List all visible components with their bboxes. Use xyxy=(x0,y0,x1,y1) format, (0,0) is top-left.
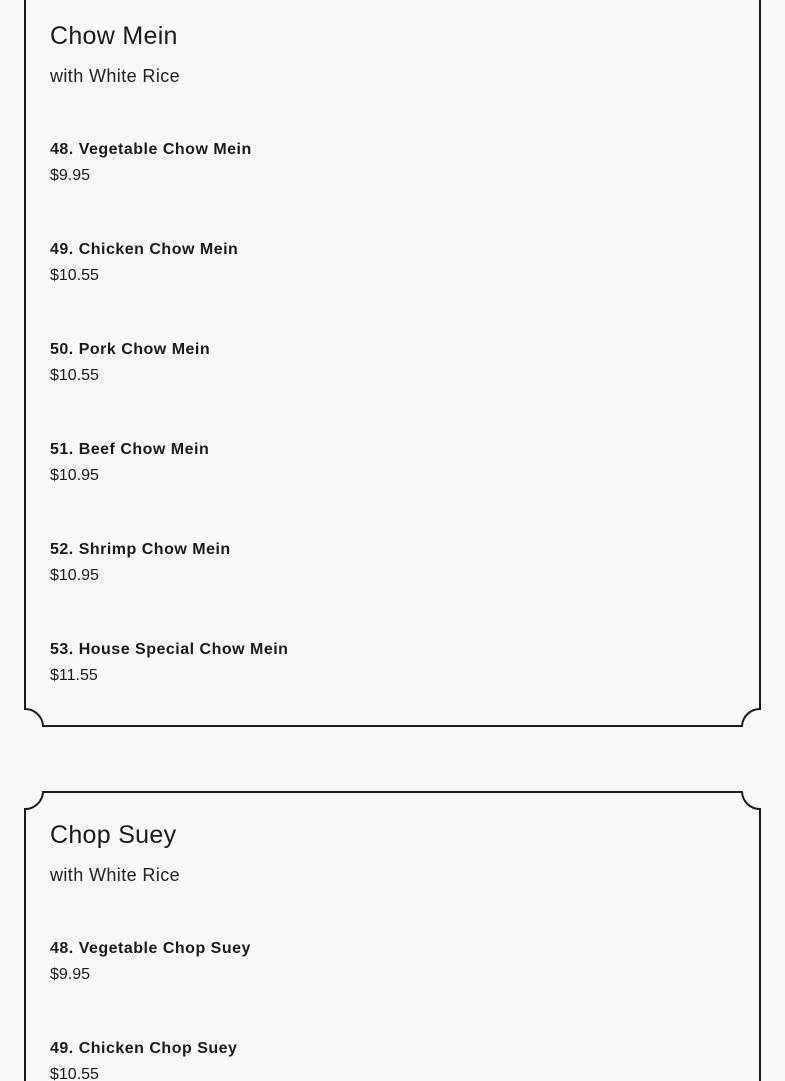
item-name: 52. Shrimp Chow Mein xyxy=(50,541,231,558)
item-price: $10.95 xyxy=(50,567,99,584)
menu-item[interactable] xyxy=(50,140,252,186)
menu-item[interactable] xyxy=(50,440,209,486)
item-price: $10.55 xyxy=(50,267,99,284)
item-price: $11.55 xyxy=(50,667,98,684)
item-price: $9.95 xyxy=(50,966,91,983)
item-name: 48. Vegetable Chop Suey xyxy=(50,940,251,957)
menu-section-chop-suey xyxy=(24,791,761,1081)
item-name: 49. Chicken Chop Suey xyxy=(50,1040,238,1057)
item-name: 50. Pork Chow Mein xyxy=(50,341,211,358)
menu-item[interactable] xyxy=(50,640,288,686)
item-price: $10.95 xyxy=(50,467,99,484)
menu-section-chow-mein xyxy=(24,0,761,727)
section-title: Chow Mein xyxy=(50,22,178,50)
menu-item[interactable] xyxy=(50,540,231,586)
item-price: $9.95 xyxy=(50,167,91,184)
item-name: 48. Vegetable Chow Mein xyxy=(50,141,252,158)
section-title: Chop Suey xyxy=(50,821,177,849)
menu-item[interactable] xyxy=(50,1039,237,1081)
item-name: 51. Beef Chow Mein xyxy=(50,441,210,458)
menu-item[interactable] xyxy=(50,340,210,386)
menu-item[interactable] xyxy=(50,240,238,286)
item-name: 49. Chicken Chow Mein xyxy=(50,241,239,258)
section-subtitle: with White Rice xyxy=(50,66,181,86)
section-subtitle: with White Rice xyxy=(50,865,181,885)
item-name: 53. House Special Chow Mein xyxy=(50,641,289,658)
menu-item[interactable] xyxy=(50,939,251,985)
item-price: $10.55 xyxy=(50,367,99,384)
item-price: $10.55 xyxy=(50,1066,99,1081)
